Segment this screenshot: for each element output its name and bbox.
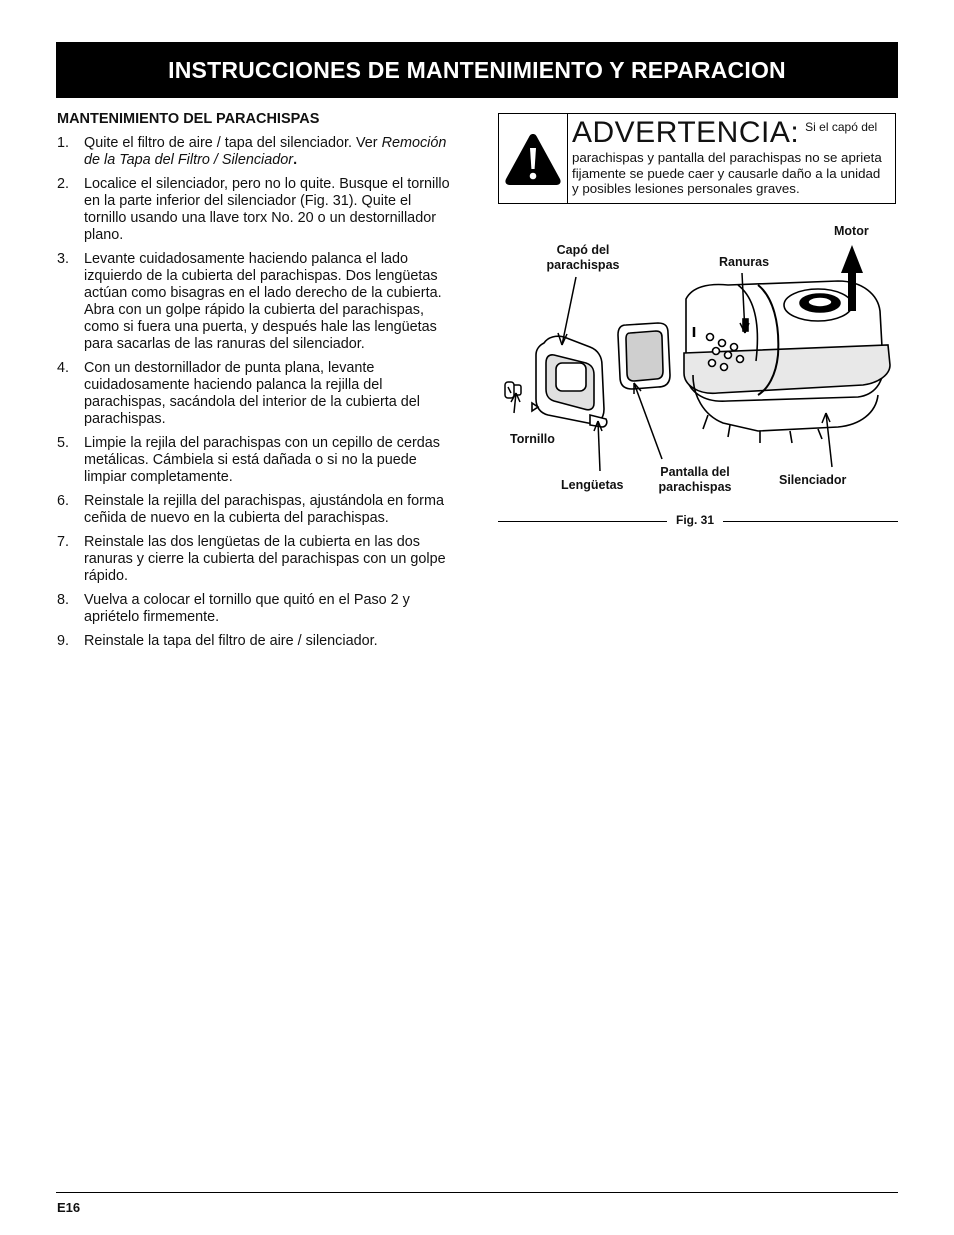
warning-box xyxy=(498,113,896,204)
label-capo-line1: Capó del xyxy=(556,243,610,257)
step-text-main: Quite el filtro de aire / tapa del silenciador. Ver xyxy=(84,135,382,151)
step-item xyxy=(57,493,457,527)
warning-triangle-icon xyxy=(503,131,563,187)
caption-rule-left xyxy=(498,521,667,522)
step-item xyxy=(57,360,457,428)
figure-caption-row xyxy=(498,513,898,529)
step-item xyxy=(57,176,457,244)
step-item xyxy=(57,592,457,626)
step-number: 7. xyxy=(57,534,70,550)
warning-title: ADVERTENCIA: xyxy=(572,116,800,149)
step-number: 8. xyxy=(57,592,70,608)
step-item xyxy=(57,251,457,353)
figure-caption: Fig. 31 xyxy=(675,513,714,527)
label-pantalla-line1: Pantalla del xyxy=(660,465,730,479)
step-number: 6. xyxy=(57,493,70,509)
footer-rule xyxy=(56,1192,898,1193)
warning-text-first: Si el capó del xyxy=(805,120,878,134)
label-motor: Motor xyxy=(834,224,869,238)
caption-rule-right xyxy=(723,521,898,522)
label-tornillo: Tornillo xyxy=(510,432,555,446)
step-item xyxy=(57,135,457,169)
label-silenciador: Silenciador xyxy=(779,473,847,487)
spark-arrestor-section xyxy=(57,111,457,657)
label-pantalla-line2: parachispas xyxy=(658,480,732,494)
step-item xyxy=(57,633,457,650)
screw-illustration xyxy=(505,382,521,398)
cap-illustration xyxy=(532,336,607,427)
page-header-banner xyxy=(56,42,898,98)
step-text: Reinstale las dos lengüetas de la cubierta en las dos ranuras y cierre la cubierta del parachispas con un golpe rápido. xyxy=(84,534,446,584)
section-title: MANTENIMIENTO DEL PARACHISPAS xyxy=(57,111,320,127)
step-text xyxy=(84,135,457,169)
step-text: Levante cuidadosamente haciendo palanca el lado izquierdo de la cubierta del parachispas. Dos lengüetas actúan como bisagras en el lado derecho de la cubierta. Abra con un golpe rápido la cubierta del parachispas, como si fuera una puerta, y después hale las lengüetas para sacarlas de las ranuras del silenciador. xyxy=(84,251,442,352)
step-number: 9. xyxy=(57,633,70,649)
step-number: 5. xyxy=(57,435,70,451)
muffler-illustration xyxy=(684,281,890,443)
label-pantalla xyxy=(650,465,740,495)
step-text: Localice el silenciador, pero no lo quite. Busque el tornillo en la parte inferior del silenciador (Fig. 31). Quite el tornillo usando una llave torx No. 20 o un destornillador plano. xyxy=(84,176,450,243)
step-item xyxy=(57,534,457,585)
label-lenguetas: Lengüetas xyxy=(561,478,624,492)
steps-list xyxy=(57,135,457,650)
warning-body xyxy=(572,116,890,197)
spark-arrestor-diagram xyxy=(498,215,898,535)
step-text: Reinstale la tapa del filtro de aire / silenciador. xyxy=(84,633,378,649)
page-number: E16 xyxy=(57,1200,81,1215)
step-text: Reinstale la rejilla del parachispas, ajustándola en forma ceñida de nuevo en la cubierta del parachispas. xyxy=(84,493,444,526)
label-ranuras: Ranuras xyxy=(719,255,770,269)
label-capo-line2: parachispas xyxy=(546,258,620,272)
step-number: 3. xyxy=(57,251,70,267)
step-number: 1. xyxy=(57,135,70,151)
step-number: 2. xyxy=(57,176,70,192)
step-number: 4. xyxy=(57,360,70,376)
warning-text-rest: parachispas y pantalla del parachispas no se aprieta fijamente se puede caer y causarle daño a la unidad y posibles lesiones personales graves. xyxy=(572,150,882,196)
screen-illustration xyxy=(618,323,670,389)
step-cross-reference-end: . xyxy=(293,152,298,168)
step-item xyxy=(57,435,457,486)
label-capo xyxy=(538,243,628,273)
page-title: INSTRUCCIONES DE MANTENIMIENTO Y REPARACION xyxy=(168,56,786,83)
step-text: Limpie la rejila del parachispas con un cepillo de cerdas metálicas. Cámbiela si está dañada o si no la puede limpiar completamente. xyxy=(84,435,440,485)
step-text: Con un destornillador de punta plana, levante cuidadosamente haciendo palanca la rejilla del parachispas, sacándola del interior de la cubierta del parachispas. xyxy=(84,360,420,427)
step-cross-reference: Remoción de la Tapa del Filtro / Silenciador xyxy=(84,135,447,168)
warning-icon-cell xyxy=(499,114,568,203)
step-text: Vuelva a colocar el tornillo que quitó en el Paso 2 y apriételo firmemente. xyxy=(84,592,410,625)
